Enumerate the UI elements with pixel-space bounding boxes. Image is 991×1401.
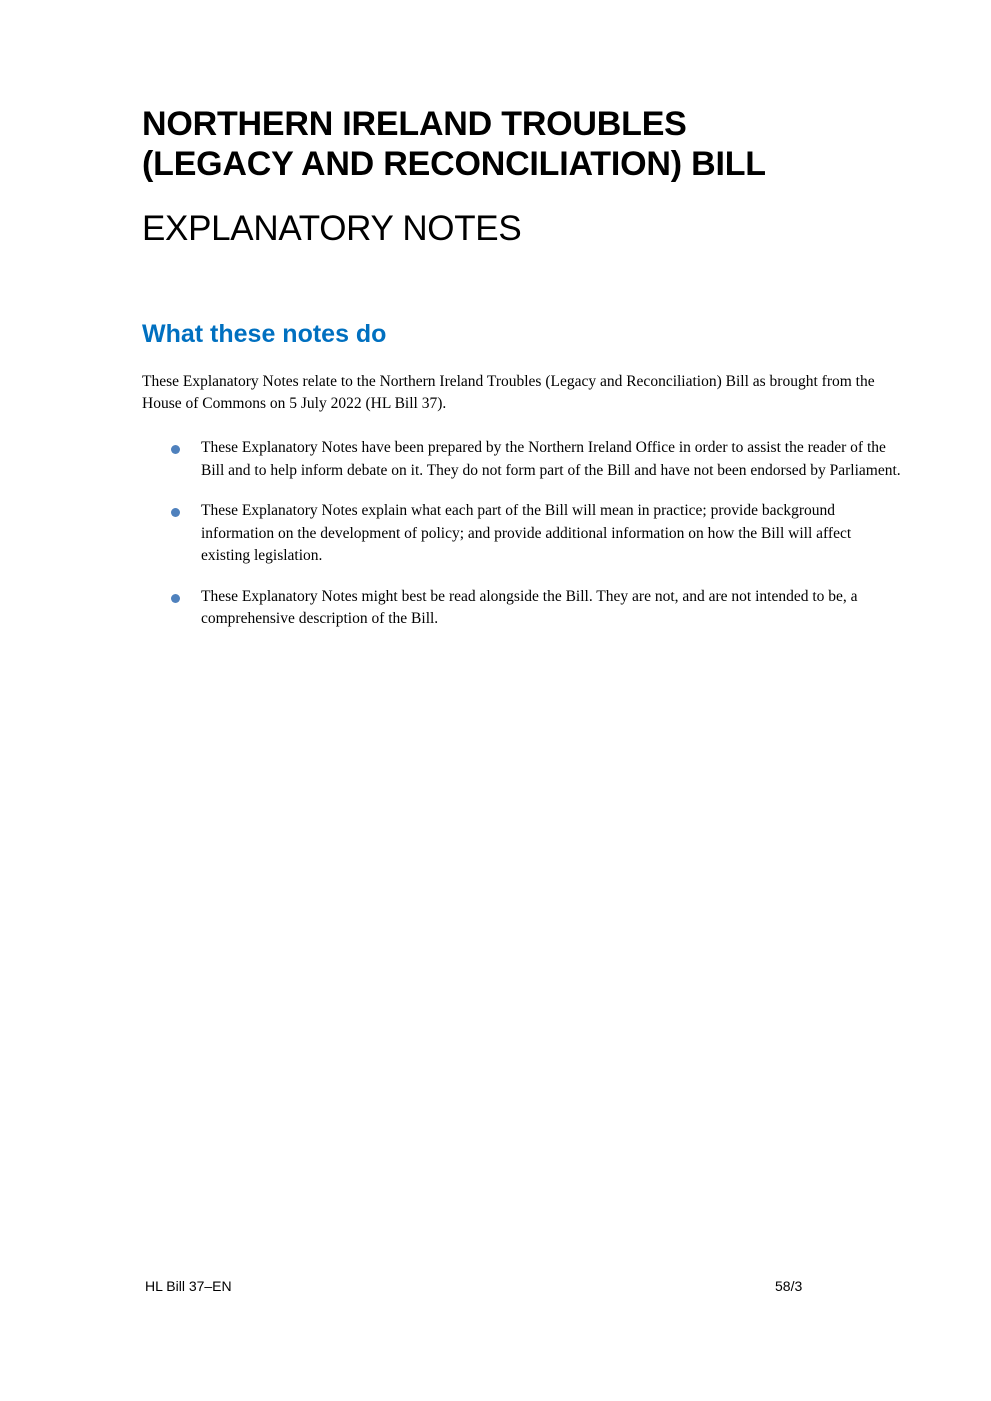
title-line-2: (LEGACY AND RECONCILIATION) BILL xyxy=(142,145,766,183)
document-subtitle: EXPLANATORY NOTES xyxy=(142,209,522,248)
document-title xyxy=(142,104,902,184)
bullet-dot-icon xyxy=(171,594,180,603)
title-line-1: NORTHERN IRELAND TROUBLES xyxy=(142,105,687,143)
bullet-item-1 xyxy=(142,437,902,482)
bullet-text-1: These Explanatory Notes have been prepared by the Northern Ireland Office in order to assist the reader of the Bill and to help inform debate on it. They do not form part of the Bill and have not been endorsed by Parliament. xyxy=(201,439,901,479)
footer-print-number: 58/3 xyxy=(775,1278,803,1294)
bullet-dot-icon xyxy=(171,445,180,454)
section-heading: What these notes do xyxy=(142,320,387,348)
bullet-text-2: These Explanatory Notes explain what each part of the Bill will mean in practice; provide background information on the development of policy; and provide additional information on how the Bill will affect existing legislation. xyxy=(201,502,852,564)
intro-paragraph: These Explanatory Notes relate to the Northern Ireland Troubles (Legacy and Reconciliation) Bill as brought from the House of Commons on 5 July 2022 (HL Bill 37). xyxy=(142,373,875,412)
bullet-list xyxy=(142,437,902,649)
footer-bill-reference: HL Bill 37–EN xyxy=(145,1278,232,1294)
bullet-item-3 xyxy=(142,586,902,631)
bullet-dot-icon xyxy=(171,508,180,517)
bullet-text-3: These Explanatory Notes might best be read alongside the Bill. They are not, and are not intended to be, a comprehensive description of the Bill. xyxy=(201,587,858,627)
bullet-item-2 xyxy=(142,500,902,568)
